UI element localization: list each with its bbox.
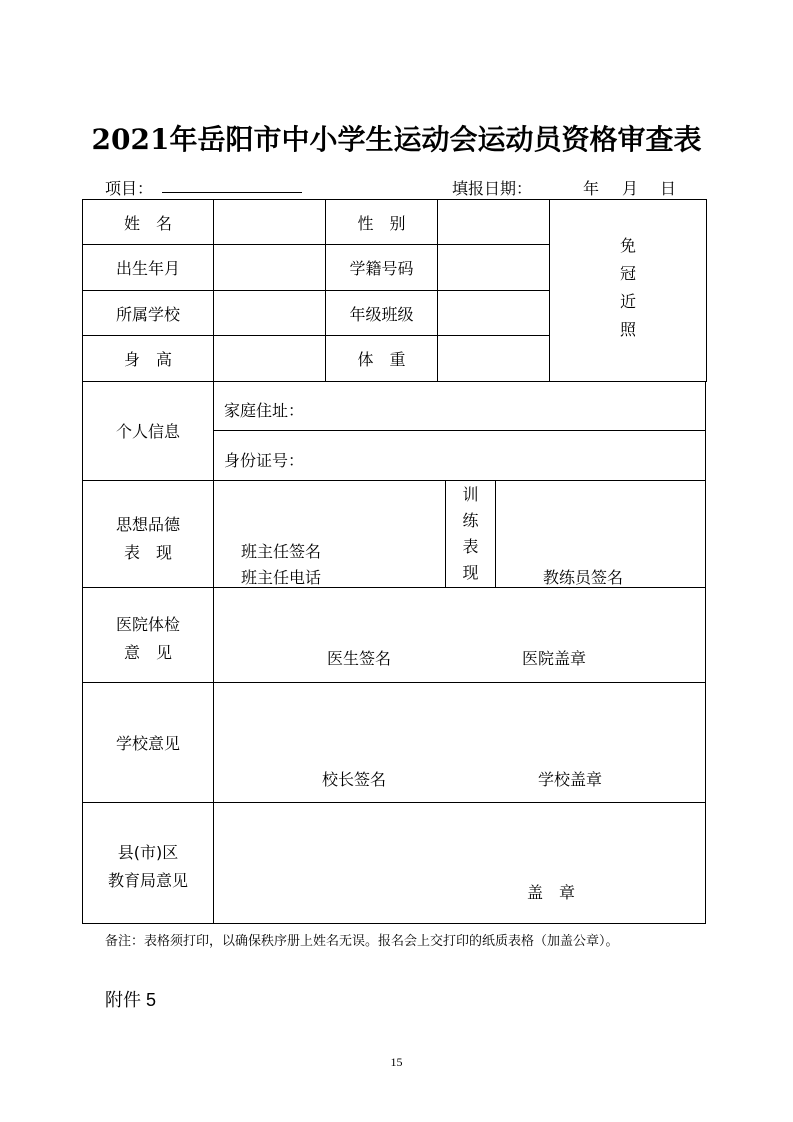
conduct-label-line1: 思想品德 — [115, 515, 180, 534]
medical-label-cell — [83, 587, 214, 682]
grade-class-label: 年级班级 — [349, 304, 414, 324]
personal-info-label-cell — [83, 381, 214, 480]
school-value-cell[interactable] — [214, 291, 326, 336]
school-seal-label: 学校盖章 — [538, 770, 603, 789]
name-value-cell[interactable] — [214, 200, 326, 245]
project-underline — [162, 192, 302, 193]
hospital-seal-label: 医院盖章 — [522, 649, 587, 668]
weight-value-cell[interactable] — [438, 336, 550, 382]
training-char: 练 — [462, 511, 479, 530]
address-cell[interactable] — [214, 381, 705, 431]
name-label: 姓 名 — [123, 213, 172, 233]
birth-value-cell[interactable] — [214, 245, 326, 291]
conduct-section — [82, 480, 706, 588]
personal-info-label: 个人信息 — [115, 422, 180, 441]
page-number: 15 — [390, 1055, 403, 1069]
training-label-cell — [446, 480, 496, 587]
footnote: 备注：表格须打印，以确保秩序册上姓名无误。报名会上交打印的纸质表格（加盖公章）。 — [105, 934, 619, 949]
attachment-label: 附件 5 — [105, 990, 157, 1010]
medical-section — [82, 587, 706, 683]
photo-char: 冠 — [619, 263, 636, 283]
county-label-cell — [83, 802, 214, 923]
principal-sign-label: 校长签名 — [322, 770, 387, 789]
birth-label: 出生年月 — [115, 259, 180, 278]
county-label-line1: 县(市)区 — [117, 843, 179, 862]
project-label: 项目： — [105, 179, 154, 198]
address-label: 家庭住址： — [224, 401, 305, 420]
height-label: 身 高 — [123, 350, 172, 369]
school-opinion-label: 学校意见 — [115, 733, 180, 753]
county-section — [82, 802, 706, 924]
year-label: 年 — [583, 179, 600, 198]
conduct-label-line2: 表 现 — [123, 543, 172, 562]
gender-label: 性 别 — [357, 213, 406, 233]
page-title: 2021年岳阳市中小学生运动会运动员资格审查表 — [91, 123, 702, 156]
training-char: 训 — [462, 485, 479, 504]
student-id-value-cell[interactable] — [438, 245, 550, 291]
school-opinion-cell[interactable] — [214, 682, 705, 802]
medical-label-line1: 医院体检 — [115, 615, 180, 634]
weight-label-cell — [326, 336, 438, 382]
doctor-sign-label: 医生签名 — [327, 649, 392, 668]
photo-cell[interactable] — [550, 200, 707, 382]
photo-char: 照 — [619, 319, 636, 339]
qualification-form-table — [82, 199, 707, 382]
student-id-label: 学籍号码 — [349, 259, 414, 278]
school-label: 所属学校 — [115, 304, 180, 324]
photo-char: 免 — [619, 235, 636, 255]
county-label-line2: 教育局意见 — [107, 871, 188, 890]
county-opinion-cell[interactable] — [214, 802, 705, 923]
id-number-label: 身份证号： — [224, 451, 305, 470]
weight-label: 体 重 — [357, 350, 406, 369]
personal-info-section — [82, 381, 706, 481]
coach-sign-label: 教练员签名 — [543, 568, 624, 587]
student-id-label-cell — [326, 245, 438, 291]
teacher-phone-label: 班主任电话 — [241, 568, 322, 587]
grade-class-value-cell[interactable] — [438, 291, 550, 336]
birth-label-cell — [83, 245, 214, 291]
day-label: 日 — [660, 179, 677, 198]
grade-class-label-cell — [326, 291, 438, 336]
school-opinion-section — [82, 682, 706, 803]
height-label-cell — [83, 336, 214, 382]
training-char: 现 — [462, 563, 479, 582]
id-number-cell[interactable] — [214, 431, 705, 481]
date-label: 填报日期： — [452, 179, 533, 198]
county-seal-label: 盖 章 — [527, 883, 576, 902]
month-label: 月 — [622, 179, 639, 198]
school-opinion-label-cell — [83, 682, 214, 802]
height-value-cell[interactable] — [214, 336, 326, 382]
photo-label — [550, 232, 706, 344]
training-char: 表 — [462, 537, 479, 556]
medical-label-line2: 意 见 — [123, 643, 172, 662]
gender-value-cell[interactable] — [438, 200, 550, 245]
name-label-cell — [83, 200, 214, 245]
conduct-label-cell — [83, 480, 214, 587]
teacher-sign-label: 班主任签名 — [241, 542, 322, 561]
gender-label-cell — [326, 200, 438, 245]
school-label-cell — [83, 291, 214, 336]
teacher-cell[interactable] — [214, 480, 446, 587]
coach-cell[interactable] — [496, 480, 705, 587]
photo-char: 近 — [619, 291, 636, 311]
medical-opinion-cell[interactable] — [214, 587, 705, 682]
